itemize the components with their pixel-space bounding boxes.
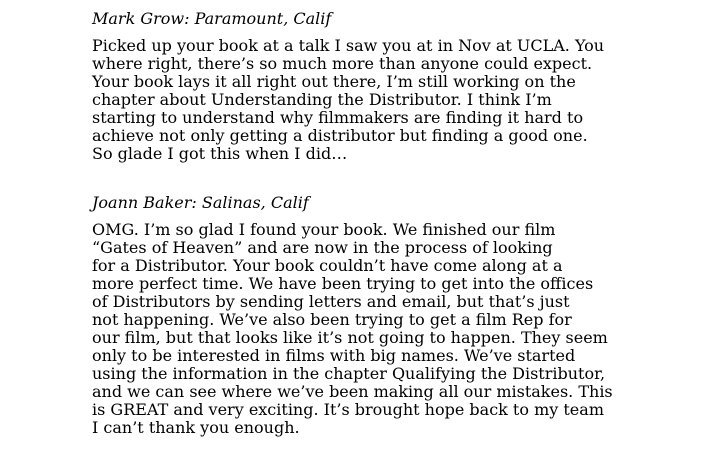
body-line: using the information in the chapter Qualifying the Distributor, [92, 364, 606, 383]
testimonial-body [92, 221, 702, 437]
body-line: and we can see where we’ve been making all our mistakes. This [92, 382, 613, 401]
body-line: OMG. I’m so glad I found your book. We finished our film [92, 220, 556, 239]
body-line: of Distributors by sending letters and email, but that’s just [92, 292, 570, 311]
body-line: So glade I got this when I did… [92, 144, 348, 163]
body-line: “Gates of Heaven” and are now in the process of looking [92, 238, 553, 257]
testimonial-joann-baker [92, 192, 702, 437]
body-line: Your book lays it all right out there, I’m still working on the [92, 72, 576, 91]
body-line: achieve not only getting a distributor but finding a good one. [92, 126, 588, 145]
body-line: where right, there’s so much more than anyone could expect. [92, 54, 593, 73]
body-line: is GREAT and very exciting. It’s brought hope back to my team [92, 400, 604, 419]
body-line: more perfect time. We have been trying to get into the offices [92, 274, 594, 293]
testimonial-body [92, 37, 702, 163]
testimonials-document [92, 8, 702, 437]
testimonial-author: Mark Grow: Paramount, Calif [92, 9, 332, 28]
testimonial-author: Joann Baker: Salinas, Calif [92, 193, 309, 212]
body-line: our film, but that looks like it’s not going to happen. They seem [92, 328, 608, 347]
body-line: only to be interested in films with big names. We’ve started [92, 346, 576, 365]
testimonial-mark-grow [92, 8, 702, 163]
body-line: starting to understand why filmmakers are finding it hard to [92, 108, 584, 127]
body-line: Picked up your book at a talk I saw you at in Nov at UCLA. You [92, 36, 605, 55]
body-line: not happening. We’ve also been trying to get a film Rep for [92, 310, 572, 329]
body-line: for a Distributor. Your book couldn’t have come along at a [92, 256, 563, 275]
body-line: chapter about Understanding the Distributor. I think I’m [92, 90, 552, 109]
body-line: I can’t thank you enough. [92, 418, 300, 437]
